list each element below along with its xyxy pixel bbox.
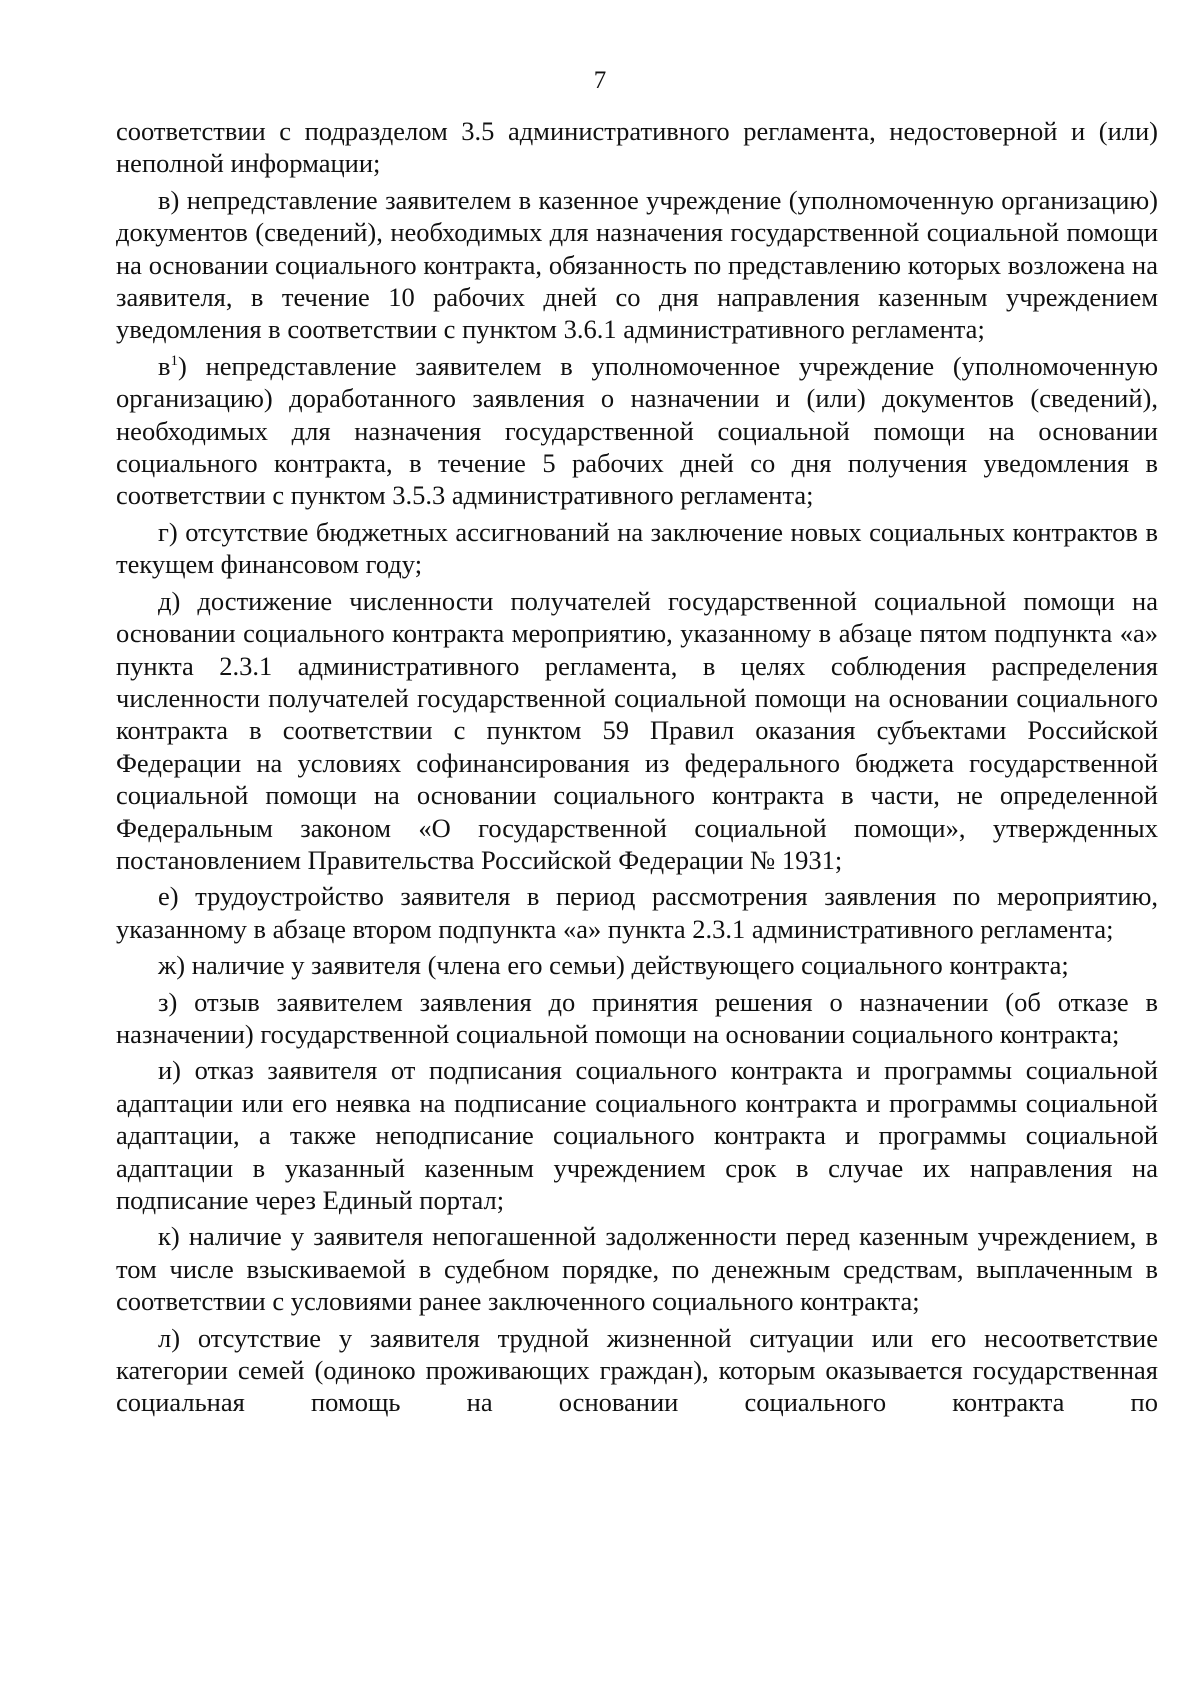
item-superscript: 1: [170, 353, 179, 370]
page-number: 7: [593, 67, 607, 94]
paragraph-item-k: к) наличие у заявителя непогашенной задолженности перед казенным учреждением, в том числе взыскиваемой в судебном порядке, по денежным средствам, выплаченным в соответствии с условиями ранее заключенного социального контракта;: [116, 1221, 1158, 1317]
paragraph-item-e: е) трудоустройство заявителя в период рассмотрения заявления по мероприятию, указанному в абзаце втором подпункта «а» пункта 2.3.1 административного регламента;: [116, 881, 1158, 944]
item-letter: в: [158, 350, 171, 381]
item-text: ) непредставление заявителем в уполномоченное учреждение (уполномоченную организацию) доработанного заявления о назначении и (или) документов (сведений), необходимых для назначения государственной социальной помощи на основании социального контракта, в течение 5 рабочих дней со дня получения уведомления в соответствии с пунктом 3.5.3 административного регламента;: [116, 350, 1158, 511]
paragraph-item-d: д) достижение численности получателей государственной социальной помощи на основании социального контракта мероприятию, указанному в абзаце пятом подпункта «а» пункта 2.3.1 административного регламента, в целях соблюдения распределения численности получателей государственной социальной помощи на основании социального контракта в соответствии с пунктом 59 Правил оказания субъектами Российской Федерации на условиях софинансирования из федерального бюджета государственной социальной помощи на основании социального контракта в части, не определенной Федеральным законом «О государственной социальной помощи», утвержденных постановлением Правительства Российской Федерации № 1931;: [116, 585, 1158, 875]
paragraph-item-g: г) отсутствие бюджетных ассигнований на заключение новых социальных контрактов в текущем финансовом году;: [116, 516, 1158, 580]
paragraph-item-l: л) отсутствие у заявителя трудной жизненной ситуации или его несоответствие категории семей (одиноко проживающих граждан), которым оказывается государственная социальная помощь на основании социального контракта по: [116, 1322, 1158, 1418]
paragraph-item-v: в) непредставление заявителем в казенное учреждение (уполномоченную организацию) документов (сведений), необходимых для назначения государственной социальной помощи на основании социального контракта, обязанность по представлению которых возложена на заявителя, в течение 10 рабочих дней со дня направления казенным учреждением уведомления в соответствии с пунктом 3.6.1 административного регламента;: [116, 184, 1158, 345]
paragraph-item-zh: ж) наличие у заявителя (члена его семьи) действующего социального контракта;: [158, 950, 1069, 981]
paragraph-item-v1: [116, 350, 1158, 512]
paragraph-item-z: з) отзыв заявителем заявления до принятия решения о назначении (об отказе в назначении) государственной социальной помощи на основании социального контракта;: [116, 986, 1158, 1049]
paragraph-item-i: и) отказ заявителя от подписания социального контракта и программы социальной адаптации или его неявка на подписание социального контракта и программы социальной адаптации, а также неподписание социального контракта и программы социальной адаптации в указанный казенным учреждением срок в случае их направления на подписание через Единый портал;: [116, 1055, 1158, 1215]
document-body: [116, 115, 1158, 1423]
paragraph-continuation: соответствии с подразделом 3.5 административного регламента, недостоверной и (или) неполной информации;: [116, 116, 1158, 179]
